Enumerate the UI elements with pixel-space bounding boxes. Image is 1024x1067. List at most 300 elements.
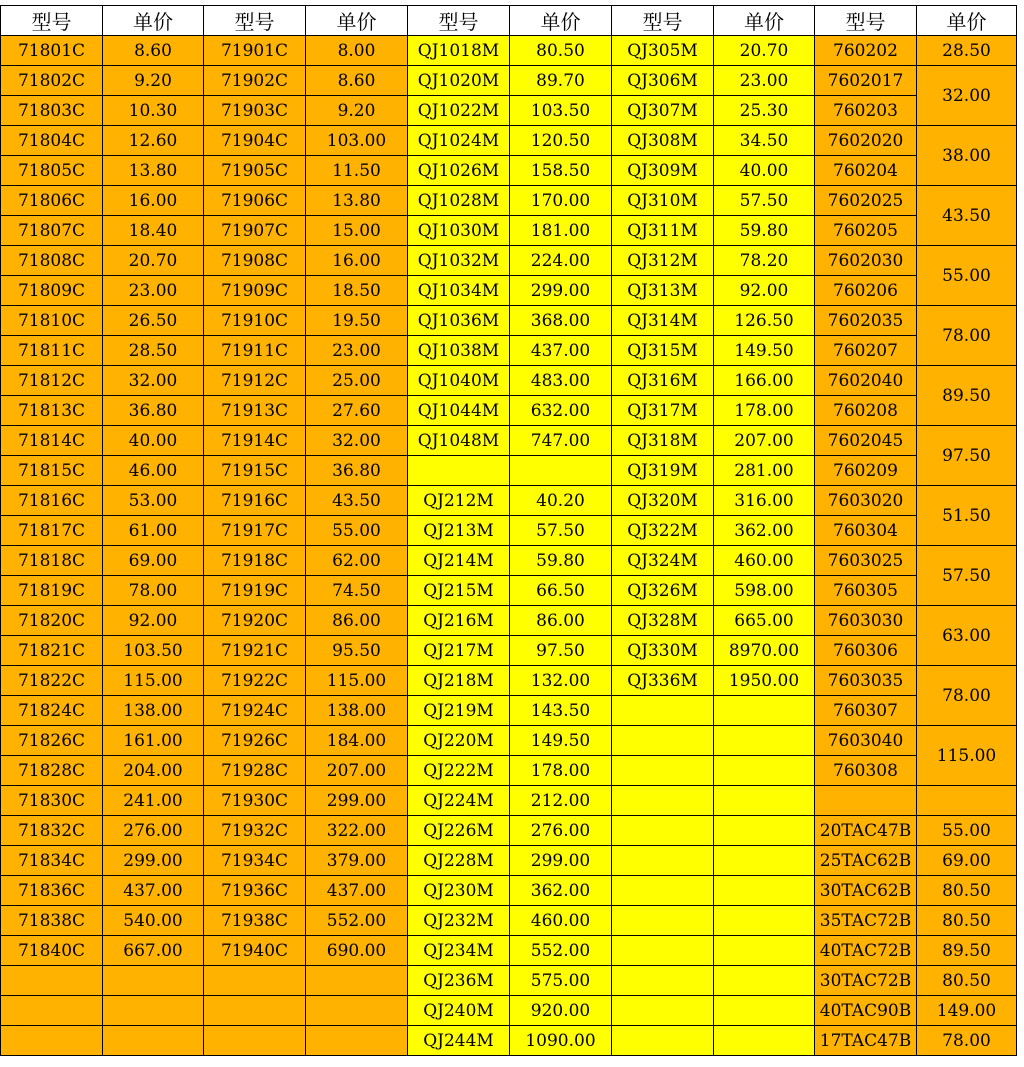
price-cell: 143.50	[510, 696, 612, 726]
price-cell: 43.50	[306, 486, 408, 516]
table-row	[1, 756, 1017, 786]
price-cell: 149.50	[714, 336, 815, 366]
model-cell: 760205	[815, 216, 917, 246]
model-cell: 71905C	[204, 156, 306, 186]
price-cell: 379.00	[306, 846, 408, 876]
model-cell: 71819C	[1, 576, 103, 606]
model-cell: QJ234M	[408, 936, 510, 966]
model-cell: 71826C	[1, 726, 103, 756]
model-cell	[612, 906, 714, 936]
model-cell: 760307	[815, 696, 917, 726]
price-cell: 57.50	[917, 546, 1017, 606]
price-cell	[714, 756, 815, 786]
table-row	[1, 726, 1017, 756]
model-cell: 71824C	[1, 696, 103, 726]
price-cell: 575.00	[510, 966, 612, 996]
model-cell: QJ219M	[408, 696, 510, 726]
model-cell: QJ244M	[408, 1026, 510, 1056]
price-cell: 40.00	[714, 156, 815, 186]
price-cell: 36.80	[103, 396, 204, 426]
model-cell: 71903C	[204, 96, 306, 126]
price-cell: 276.00	[103, 816, 204, 846]
table-row	[1, 816, 1017, 846]
model-cell: QJ320M	[612, 486, 714, 516]
price-cell: 115.00	[917, 726, 1017, 786]
model-cell	[612, 786, 714, 816]
price-cell	[714, 876, 815, 906]
price-cell: 51.50	[917, 486, 1017, 546]
model-cell: 71830C	[1, 786, 103, 816]
price-cell: 57.50	[510, 516, 612, 546]
table-row	[1, 606, 1017, 636]
model-cell: 71938C	[204, 906, 306, 936]
price-cell: 25.30	[714, 96, 815, 126]
price-cell: 1950.00	[714, 666, 815, 696]
model-cell: 71820C	[1, 606, 103, 636]
model-cell: QJ224M	[408, 786, 510, 816]
model-cell: 71940C	[204, 936, 306, 966]
price-cell: 34.50	[714, 126, 815, 156]
price-cell: 138.00	[103, 696, 204, 726]
model-cell: 71913C	[204, 396, 306, 426]
price-cell: 9.20	[103, 66, 204, 96]
price-cell: 95.50	[306, 636, 408, 666]
header-price: 单价	[917, 6, 1017, 36]
price-cell: 8.60	[103, 36, 204, 66]
model-cell: QJ1048M	[408, 426, 510, 456]
model-cell: 760207	[815, 336, 917, 366]
model-cell: 71808C	[1, 246, 103, 276]
model-cell: QJ326M	[612, 576, 714, 606]
header-model: 型号	[1, 6, 103, 36]
model-cell: QJ313M	[612, 276, 714, 306]
table-row	[1, 96, 1017, 126]
model-cell: QJ309M	[612, 156, 714, 186]
price-cell: 178.00	[510, 756, 612, 786]
header-price: 单价	[714, 6, 815, 36]
model-cell: 7603040	[815, 726, 917, 756]
price-cell: 16.00	[103, 186, 204, 216]
price-cell: 920.00	[510, 996, 612, 1026]
table-row	[1, 456, 1017, 486]
price-cell: 120.50	[510, 126, 612, 156]
model-cell: 40TAC90B	[815, 996, 917, 1026]
model-cell: 7602025	[815, 186, 917, 216]
model-cell: 760206	[815, 276, 917, 306]
model-cell: QJ314M	[612, 306, 714, 336]
model-cell: QJ212M	[408, 486, 510, 516]
model-cell: 71917C	[204, 516, 306, 546]
header-row	[1, 6, 1017, 36]
price-cell: 55.00	[917, 246, 1017, 306]
model-cell: 30TAC72B	[815, 966, 917, 996]
price-cell: 437.00	[306, 876, 408, 906]
price-cell: 25.00	[306, 366, 408, 396]
model-cell: 71805C	[1, 156, 103, 186]
price-cell: 598.00	[714, 576, 815, 606]
price-cell: 62.00	[306, 546, 408, 576]
price-cell	[714, 846, 815, 876]
price-cell	[714, 996, 815, 1026]
model-cell: QJ308M	[612, 126, 714, 156]
price-cell: 89.50	[917, 366, 1017, 426]
price-cell: 368.00	[510, 306, 612, 336]
model-cell: QJ240M	[408, 996, 510, 1026]
price-cell: 26.50	[103, 306, 204, 336]
table-body	[1, 36, 1017, 1056]
model-cell: 71922C	[204, 666, 306, 696]
price-cell: 20.70	[103, 246, 204, 276]
table-row	[1, 696, 1017, 726]
table-row	[1, 126, 1017, 156]
price-cell: 69.00	[103, 546, 204, 576]
price-cell	[510, 456, 612, 486]
model-cell	[612, 1026, 714, 1056]
price-cell: 552.00	[510, 936, 612, 966]
model-cell: QJ216M	[408, 606, 510, 636]
price-cell: 78.00	[917, 306, 1017, 366]
price-cell: 362.00	[510, 876, 612, 906]
model-cell	[612, 876, 714, 906]
price-cell: 13.80	[103, 156, 204, 186]
price-cell: 97.50	[510, 636, 612, 666]
price-cell: 166.00	[714, 366, 815, 396]
price-cell: 80.50	[917, 876, 1017, 906]
table-row	[1, 1026, 1017, 1056]
model-cell: QJ1028M	[408, 186, 510, 216]
price-cell: 40.00	[103, 426, 204, 456]
price-cell: 57.50	[714, 186, 815, 216]
model-cell	[1, 966, 103, 996]
table-row	[1, 276, 1017, 306]
price-cell: 126.50	[714, 306, 815, 336]
model-cell: 71914C	[204, 426, 306, 456]
model-cell: QJ236M	[408, 966, 510, 996]
model-cell: QJ217M	[408, 636, 510, 666]
model-cell: QJ230M	[408, 876, 510, 906]
model-cell: 71911C	[204, 336, 306, 366]
price-cell: 38.00	[917, 126, 1017, 186]
price-cell: 19.50	[306, 306, 408, 336]
price-cell: 184.00	[306, 726, 408, 756]
price-cell: 43.50	[917, 186, 1017, 246]
model-cell: 30TAC62B	[815, 876, 917, 906]
price-cell: 178.00	[714, 396, 815, 426]
model-cell: 760304	[815, 516, 917, 546]
model-cell: QJ226M	[408, 816, 510, 846]
model-cell: QJ319M	[612, 456, 714, 486]
model-cell: 71930C	[204, 786, 306, 816]
model-cell: 40TAC72B	[815, 936, 917, 966]
model-cell	[1, 996, 103, 1026]
price-cell: 28.50	[917, 36, 1017, 66]
price-cell: 207.00	[306, 756, 408, 786]
model-cell: 71814C	[1, 426, 103, 456]
model-cell: 7602020	[815, 126, 917, 156]
header-model: 型号	[815, 6, 917, 36]
price-cell	[714, 816, 815, 846]
model-cell	[612, 966, 714, 996]
price-cell: 86.00	[510, 606, 612, 636]
model-cell: QJ336M	[612, 666, 714, 696]
table-row	[1, 396, 1017, 426]
price-cell	[714, 726, 815, 756]
table-row	[1, 366, 1017, 396]
price-cell: 460.00	[714, 546, 815, 576]
model-cell: 71807C	[1, 216, 103, 246]
price-cell: 92.00	[714, 276, 815, 306]
table-row	[1, 216, 1017, 246]
model-cell: QJ213M	[408, 516, 510, 546]
model-cell: 71904C	[204, 126, 306, 156]
price-cell	[103, 966, 204, 996]
header-model: 型号	[408, 6, 510, 36]
model-cell: 71921C	[204, 636, 306, 666]
price-cell	[714, 696, 815, 726]
table-row	[1, 846, 1017, 876]
price-cell: 55.00	[917, 816, 1017, 846]
model-cell: QJ1040M	[408, 366, 510, 396]
header-price: 单价	[510, 6, 612, 36]
model-cell: 71828C	[1, 756, 103, 786]
model-cell: 71803C	[1, 96, 103, 126]
model-cell: 71934C	[204, 846, 306, 876]
price-cell	[306, 1026, 408, 1056]
model-cell: QJ311M	[612, 216, 714, 246]
model-cell: 71818C	[1, 546, 103, 576]
model-cell: QJ1034M	[408, 276, 510, 306]
model-cell: 20TAC47B	[815, 816, 917, 846]
model-cell: 71836C	[1, 876, 103, 906]
model-cell: QJ315M	[612, 336, 714, 366]
model-cell: 71809C	[1, 276, 103, 306]
price-cell	[103, 996, 204, 1026]
price-cell	[714, 1026, 815, 1056]
price-cell: 224.00	[510, 246, 612, 276]
model-cell	[815, 786, 917, 816]
model-cell	[1, 1026, 103, 1056]
price-cell: 552.00	[306, 906, 408, 936]
price-cell: 11.50	[306, 156, 408, 186]
table-row	[1, 66, 1017, 96]
model-cell: QJ228M	[408, 846, 510, 876]
table-row	[1, 336, 1017, 366]
price-cell: 161.00	[103, 726, 204, 756]
price-cell: 66.50	[510, 576, 612, 606]
price-cell: 212.00	[510, 786, 612, 816]
price-cell: 89.70	[510, 66, 612, 96]
model-cell: 7602040	[815, 366, 917, 396]
model-cell: QJ312M	[612, 246, 714, 276]
price-cell: 299.00	[103, 846, 204, 876]
model-cell: 71902C	[204, 66, 306, 96]
model-cell: 760308	[815, 756, 917, 786]
model-cell: QJ220M	[408, 726, 510, 756]
table-row	[1, 666, 1017, 696]
price-cell: 74.50	[306, 576, 408, 606]
price-cell: 8.60	[306, 66, 408, 96]
model-cell: 7602045	[815, 426, 917, 456]
price-cell: 9.20	[306, 96, 408, 126]
model-cell: 71924C	[204, 696, 306, 726]
price-cell: 92.00	[103, 606, 204, 636]
model-cell: 7602017	[815, 66, 917, 96]
price-cell: 322.00	[306, 816, 408, 846]
model-cell: 71840C	[1, 936, 103, 966]
model-cell: 7603025	[815, 546, 917, 576]
model-cell: 71932C	[204, 816, 306, 846]
model-cell	[612, 696, 714, 726]
table-row	[1, 36, 1017, 66]
price-cell	[714, 906, 815, 936]
price-cell: 437.00	[510, 336, 612, 366]
model-cell: QJ1030M	[408, 216, 510, 246]
table-row	[1, 306, 1017, 336]
model-cell	[612, 816, 714, 846]
model-cell: 7602030	[815, 246, 917, 276]
model-cell: 71912C	[204, 366, 306, 396]
price-cell: 132.00	[510, 666, 612, 696]
model-cell: QJ1020M	[408, 66, 510, 96]
model-cell: QJ310M	[612, 186, 714, 216]
price-cell: 78.20	[714, 246, 815, 276]
price-cell: 23.00	[306, 336, 408, 366]
price-cell	[103, 1026, 204, 1056]
model-cell: 7602035	[815, 306, 917, 336]
model-cell: 760306	[815, 636, 917, 666]
model-cell: QJ1018M	[408, 36, 510, 66]
model-cell: 71810C	[1, 306, 103, 336]
model-cell: QJ1022M	[408, 96, 510, 126]
table-row	[1, 186, 1017, 216]
model-cell: 71806C	[1, 186, 103, 216]
price-cell: 158.50	[510, 156, 612, 186]
price-cell: 8970.00	[714, 636, 815, 666]
price-cell: 181.00	[510, 216, 612, 246]
model-cell	[612, 756, 714, 786]
model-cell: QJ1026M	[408, 156, 510, 186]
model-cell: 17TAC47B	[815, 1026, 917, 1056]
model-cell: 71816C	[1, 486, 103, 516]
model-cell: 71936C	[204, 876, 306, 906]
model-cell: 71928C	[204, 756, 306, 786]
price-cell: 10.30	[103, 96, 204, 126]
model-cell	[204, 996, 306, 1026]
price-cell: 69.00	[917, 846, 1017, 876]
price-cell: 170.00	[510, 186, 612, 216]
price-cell: 13.80	[306, 186, 408, 216]
table-row	[1, 906, 1017, 936]
model-cell: QJ316M	[612, 366, 714, 396]
price-cell: 149.00	[917, 996, 1017, 1026]
price-cell: 53.00	[103, 486, 204, 516]
price-cell: 437.00	[103, 876, 204, 906]
price-cell	[306, 996, 408, 1026]
price-cell: 32.00	[917, 66, 1017, 126]
model-cell: 7603020	[815, 486, 917, 516]
price-cell: 103.50	[510, 96, 612, 126]
model-cell	[408, 456, 510, 486]
price-cell: 46.00	[103, 456, 204, 486]
model-cell	[612, 726, 714, 756]
header-model: 型号	[612, 6, 714, 36]
table-row	[1, 936, 1017, 966]
model-cell: QJ218M	[408, 666, 510, 696]
model-cell: 71918C	[204, 546, 306, 576]
model-cell: 71812C	[1, 366, 103, 396]
price-cell: 204.00	[103, 756, 204, 786]
model-cell: 71909C	[204, 276, 306, 306]
price-cell: 690.00	[306, 936, 408, 966]
model-cell: QJ214M	[408, 546, 510, 576]
model-cell	[204, 1026, 306, 1056]
price-cell	[714, 786, 815, 816]
price-cell: 103.00	[306, 126, 408, 156]
model-cell: QJ1036M	[408, 306, 510, 336]
model-cell: QJ322M	[612, 516, 714, 546]
price-cell: 241.00	[103, 786, 204, 816]
header-price: 单价	[306, 6, 408, 36]
price-cell: 36.80	[306, 456, 408, 486]
table-row	[1, 156, 1017, 186]
table-row	[1, 876, 1017, 906]
price-cell: 27.60	[306, 396, 408, 426]
model-cell: 71822C	[1, 666, 103, 696]
price-cell: 299.00	[306, 786, 408, 816]
price-cell	[714, 936, 815, 966]
table-row	[1, 426, 1017, 456]
table-row	[1, 486, 1017, 516]
model-cell	[612, 936, 714, 966]
price-cell: 299.00	[510, 846, 612, 876]
table-row	[1, 516, 1017, 546]
model-cell: QJ305M	[612, 36, 714, 66]
price-cell: 460.00	[510, 906, 612, 936]
price-cell: 61.00	[103, 516, 204, 546]
model-cell: 71906C	[204, 186, 306, 216]
model-cell: 760305	[815, 576, 917, 606]
price-cell	[306, 966, 408, 996]
model-cell: 71817C	[1, 516, 103, 546]
model-cell: 7603030	[815, 606, 917, 636]
price-cell: 103.50	[103, 636, 204, 666]
model-cell: QJ324M	[612, 546, 714, 576]
price-cell: 78.00	[917, 666, 1017, 726]
model-cell: QJ222M	[408, 756, 510, 786]
model-cell: 71815C	[1, 456, 103, 486]
price-table	[0, 5, 1017, 1056]
table-row	[1, 966, 1017, 996]
table-row	[1, 636, 1017, 666]
model-cell: 35TAC72B	[815, 906, 917, 936]
price-cell: 115.00	[103, 666, 204, 696]
price-cell: 80.50	[917, 966, 1017, 996]
model-cell: 71801C	[1, 36, 103, 66]
price-cell: 149.50	[510, 726, 612, 756]
table-row	[1, 576, 1017, 606]
model-cell: QJ328M	[612, 606, 714, 636]
price-cell: 281.00	[714, 456, 815, 486]
price-cell: 59.80	[714, 216, 815, 246]
price-cell: 747.00	[510, 426, 612, 456]
price-cell: 1090.00	[510, 1026, 612, 1056]
model-cell: QJ1038M	[408, 336, 510, 366]
price-cell: 23.00	[103, 276, 204, 306]
model-cell: 71813C	[1, 396, 103, 426]
price-cell: 59.80	[510, 546, 612, 576]
model-cell: 7603035	[815, 666, 917, 696]
price-cell: 18.50	[306, 276, 408, 306]
